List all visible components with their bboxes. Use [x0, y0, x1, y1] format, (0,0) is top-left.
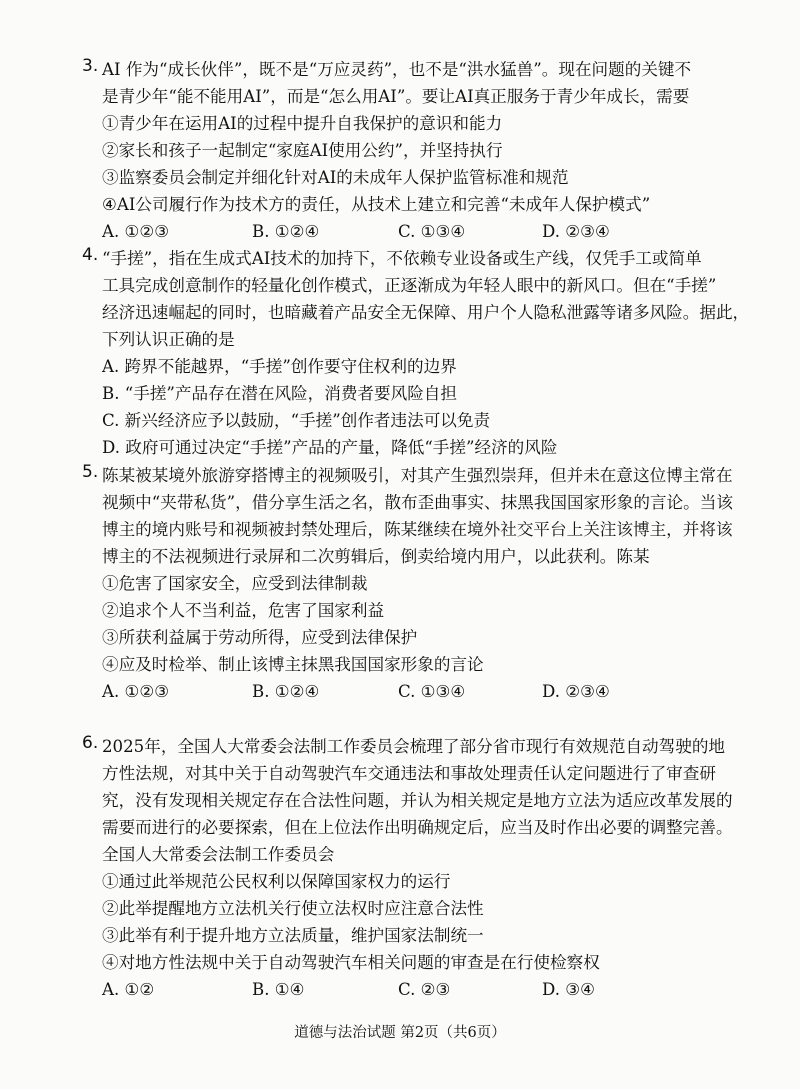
stem-line: “手搓”，指在生成式AI技术的加持下，不依赖专业设备或生产线，仅凭手工或简单 [102, 249, 702, 268]
choice-b: B. ①②④ [252, 682, 320, 701]
choice-c: C. ②③ [398, 980, 451, 999]
question-6 [82, 733, 762, 1003]
stem-line: 究，没有发现相关规定存在合法性问题，并认为相关规定是地方立法为适应改革发展的 [102, 791, 733, 810]
question-4 [82, 245, 762, 461]
stem-line: 下列认识正确的是 [102, 330, 235, 349]
stem-line: 博主的境内账号和视频被封禁处理后，陈某继续在境外社交平台上关注该博主，并将该 [102, 520, 733, 539]
choice-a: A. 跨界不能越界，“手搓”创作要守住权利的边界 [102, 357, 457, 376]
choice-b: B. ①②④ [252, 222, 320, 241]
statement-option: ②追求个人不当利益，危害了国家利益 [102, 601, 385, 620]
statement-option: ①通过此举规范公民权利以保障国家权力的运行 [102, 872, 451, 891]
statement-option: ①青少年在运用AI的过程中提升自我保护的意识和能力 [102, 114, 503, 133]
question-3 [82, 56, 762, 245]
stem-line: 全国人大常委会法制工作委员会 [102, 845, 335, 864]
question-stem [82, 733, 762, 868]
statement-option: ③此举有利于提升地方立法质量，维护国家法制统一 [102, 926, 484, 945]
stem-line: 是青少年“能不能用AI”，而是“怎么用AI”。要让AI真正服务于青少年成长，需要 [102, 87, 690, 106]
stem-line: 2025年，全国人大常委会法制工作委员会梳理了部分省市现行有效规范自动驾驶的地 [102, 737, 726, 756]
statement-option: ④AI公司履行作为技术方的责任，从技术上建立和完善“未成年人保护模式” [102, 195, 651, 214]
choice-b: B. ①④ [252, 980, 305, 999]
choice-c: C. ①③④ [398, 222, 466, 241]
answer-choices [82, 976, 762, 1003]
question-number: 3. [82, 56, 99, 76]
stem-line: 需要而进行的必要探索，但在上位法作出明确规定后，应当及时作出必要的调整完善。 [102, 818, 733, 837]
choice-a: A. ①②③ [102, 222, 170, 241]
question-stem [82, 462, 762, 570]
statement-option: ③监察委员会制定并细化针对AI的未成年人保护监管标准和规范 [102, 168, 569, 187]
choice-a: A. ①② [102, 980, 155, 999]
choice-c: C. 新兴经济应予以鼓励，“手搓”创作者违法可以免责 [102, 411, 491, 430]
choice-d: D. ②③④ [542, 222, 610, 241]
stem-line: 视频中“夹带私货”，借分享生活之名，散布歪曲事实、抹黑我国国家形象的言论。当该 [102, 493, 733, 512]
choice-d: D. ③④ [542, 980, 596, 999]
choice-c: C. ①③④ [398, 682, 466, 701]
stem-line: 方性法规，对其中关于自动驾驶汽车交通违法和事故处理责任认定问题进行了审查研 [102, 764, 716, 783]
choice-d: D. ②③④ [542, 682, 610, 701]
statement-option: ②家长和孩子一起制定“家庭AI使用公约”，并坚持执行 [102, 141, 503, 160]
stem-line: 博主的不法视频进行录屏和二次剪辑后，倒卖给境内用户，以此获利。陈某 [102, 547, 650, 566]
answer-choices [82, 218, 762, 245]
page-footer: 道德与法治试题 第2页（共6页） [294, 1025, 506, 1041]
question-number: 4. [82, 245, 99, 265]
question-number: 6. [82, 733, 99, 753]
stem-line: 陈某被某境外旅游穿搭博主的视频吸引，对其产生强烈崇拜，但并未在意这位博主常在 [102, 466, 733, 485]
question-stem [82, 245, 762, 353]
question-5 [82, 462, 762, 705]
question-number: 5. [82, 462, 99, 482]
choice-b: B. “手搓”产品存在潜在风险，消费者要风险自担 [102, 384, 457, 403]
statement-option: ①危害了国家安全，应受到法律制裁 [102, 574, 368, 593]
statement-option: ④应及时检举、制止该博主抹黑我国国家形象的言论 [102, 655, 484, 674]
stem-line: AI 作为“成长伙伴”，既不是“万应灵药”，也不是“洪水猛兽”。现在问题的关键不 [102, 60, 692, 79]
statement-option: ②此举提醒地方立法机关行使立法权时应注意合法性 [102, 899, 484, 918]
choice-d: D. 政府可通过决定“手搓”产品的产量，降低“手搓”经济的风险 [102, 438, 558, 457]
statement-option: ④对地方性法规中关于自动驾驶汽车相关问题的审查是在行使检察权 [102, 953, 600, 972]
statement-option: ③所获利益属于劳动所得，应受到法律保护 [102, 628, 418, 647]
question-stem [82, 56, 762, 110]
choice-a: A. ①②③ [102, 682, 170, 701]
answer-choices [82, 678, 762, 705]
stem-line: 经济迅速崛起的同时，也暗藏着产品安全无保障、用户个人隐私泄露等诸多风险。据此， [102, 303, 750, 322]
stem-line: 工具完成创意制作的轻量化创作模式，正逐渐成为年轻人眼中的新风口。但在“手搓” [102, 276, 717, 295]
